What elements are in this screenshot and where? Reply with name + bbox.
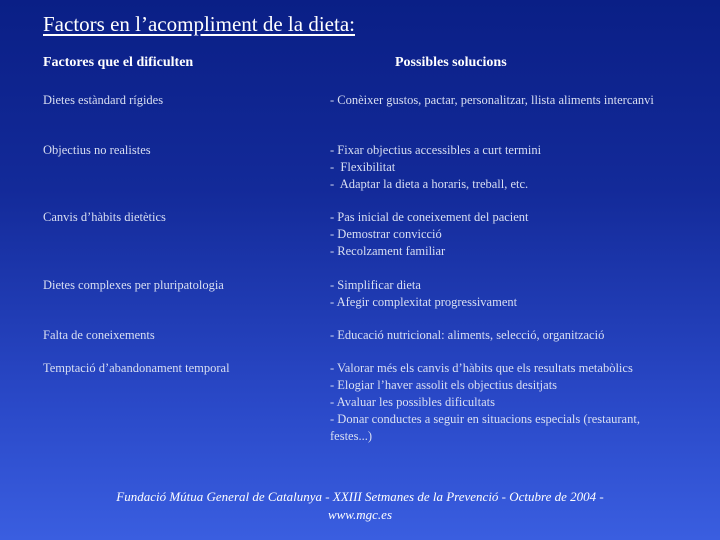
solution-item: - Valorar més els canvis d’hàbits que els resultats metabòlics [330, 361, 633, 375]
solutions-list [330, 92, 680, 109]
solution-item: - Afegir complexitat progressivament [330, 295, 518, 309]
solutions-list [330, 209, 680, 260]
solutions-list [330, 360, 680, 445]
slide-title: Factors en l’acompliment de la dieta: [43, 12, 355, 36]
factor-label: Dietes complexes per pluripatologia [43, 278, 224, 292]
factor-label: Falta de coneixements [43, 328, 155, 342]
solution-item: - Elogiar l’haver assolit els objectius desitjats [330, 378, 558, 392]
solution-item: - Educació nutricional: aliments, selecció, organització [330, 328, 605, 342]
solution-item: - Recolzament familiar [330, 244, 446, 258]
solutions-column-header: Possibles solucions [395, 55, 507, 70]
solution-item: - Simplificar dieta [330, 278, 421, 292]
solution-item: - Donar conductes a seguir en situacions especials (restaurant, festes...) [330, 412, 644, 443]
factor-label: Objectius no realistes [43, 143, 151, 157]
solution-item: - Flexibilitat [330, 160, 396, 174]
solution-item: - Conèixer gustos, pactar, personalitzar, llista aliments intercanvi [330, 93, 654, 107]
solutions-list [330, 327, 680, 344]
solutions-list [330, 277, 680, 311]
factor-label: Temptació d’abandonament temporal [43, 361, 230, 375]
solutions-list [330, 142, 680, 193]
factor-label: Dietes estàndard rígides [43, 93, 164, 107]
factor-label: Canvis d’hàbits dietètics [43, 210, 166, 224]
solution-item: - Demostrar convicció [330, 227, 442, 241]
footer-credit: Fundació Mútua General de Catalunya - XXIII Setmanes de la Prevenció - Octubre de 2004 - [116, 489, 604, 504]
solution-item: - Adaptar la dieta a horaris, treball, etc. [330, 177, 529, 191]
factors-column-header: Factores que el dificulten [43, 55, 194, 70]
solution-item: - Fixar objectius accessibles a curt termini [330, 143, 542, 157]
footer [60, 488, 660, 524]
solution-item: - Avaluar les possibles dificultats [330, 395, 496, 409]
solution-item: - Pas inicial de coneixement del pacient [330, 210, 529, 224]
footer-url: www.mgc.es [327, 507, 393, 522]
